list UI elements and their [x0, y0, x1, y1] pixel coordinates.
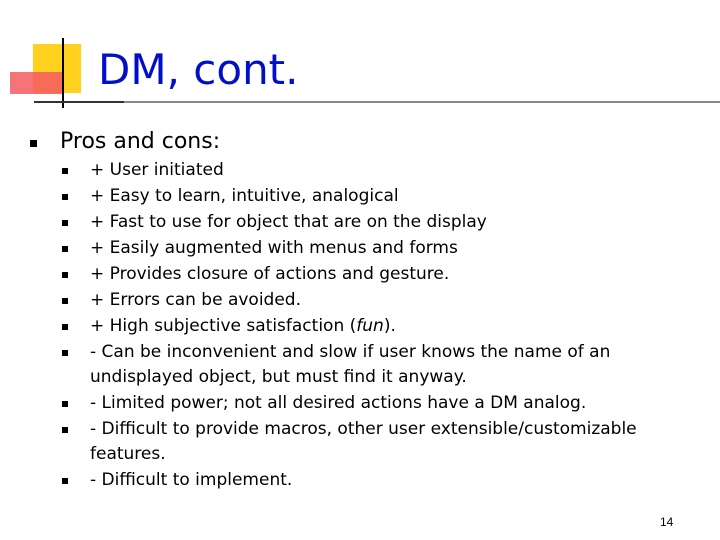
- title-underline-accent: [34, 101, 124, 103]
- item-text: - Can be inconvenient and slow if user knows the name of an undisplayed object, but must find it anyway.: [90, 342, 611, 387]
- item-text: - Limited power; not all desired actions have a DM analog.: [90, 393, 587, 413]
- square-bullet-icon: [62, 272, 68, 278]
- red-bar-decoration: [10, 72, 62, 94]
- list-item: [60, 340, 700, 390]
- item-text: + User initiated: [90, 160, 224, 180]
- list-item: [60, 236, 700, 261]
- item-text: + Easily augmented with menus and forms: [90, 238, 458, 258]
- vertical-rule-decoration: [62, 38, 64, 108]
- page-number: 14: [660, 515, 674, 529]
- square-bullet-icon: [62, 401, 68, 407]
- list-item: [60, 468, 700, 493]
- square-bullet-icon: [62, 220, 68, 226]
- list-item: [60, 391, 700, 416]
- square-bullet-icon: [62, 427, 68, 433]
- square-bullet-icon: [30, 140, 37, 147]
- list-item: [60, 184, 700, 209]
- list-item: [60, 210, 700, 235]
- list-item: [60, 158, 700, 183]
- square-bullet-icon: [62, 246, 68, 252]
- title-underline: [34, 101, 720, 103]
- item-text: - Difficult to provide macros, other user extensible/customizable features.: [90, 419, 637, 464]
- item-text: + High subjective satisfaction (: [90, 316, 357, 336]
- square-bullet-icon: [62, 168, 68, 174]
- item-text: - Difficult to implement.: [90, 470, 293, 490]
- item-text: + Easy to learn, intuitive, analogical: [90, 186, 399, 206]
- square-bullet-icon: [62, 478, 68, 484]
- list-item: [60, 288, 700, 313]
- item-text: + Fast to use for object that are on the display: [90, 212, 487, 232]
- item-text: + Provides closure of actions and gesture.: [90, 264, 450, 284]
- list-item: [60, 262, 700, 287]
- slide-title: DM, cont.: [98, 45, 299, 94]
- item-emphasis: fun: [356, 316, 384, 336]
- pros-cons-list: [60, 158, 700, 494]
- square-bullet-icon: [62, 298, 68, 304]
- square-bullet-icon: [62, 194, 68, 200]
- square-bullet-icon: [62, 350, 68, 356]
- lead-text: Pros and cons:: [60, 129, 221, 154]
- list-item: [60, 314, 700, 339]
- item-text-suffix: ).: [383, 316, 396, 336]
- square-bullet-icon: [62, 324, 68, 330]
- item-text: + Errors can be avoided.: [90, 290, 301, 310]
- list-item: [60, 417, 700, 467]
